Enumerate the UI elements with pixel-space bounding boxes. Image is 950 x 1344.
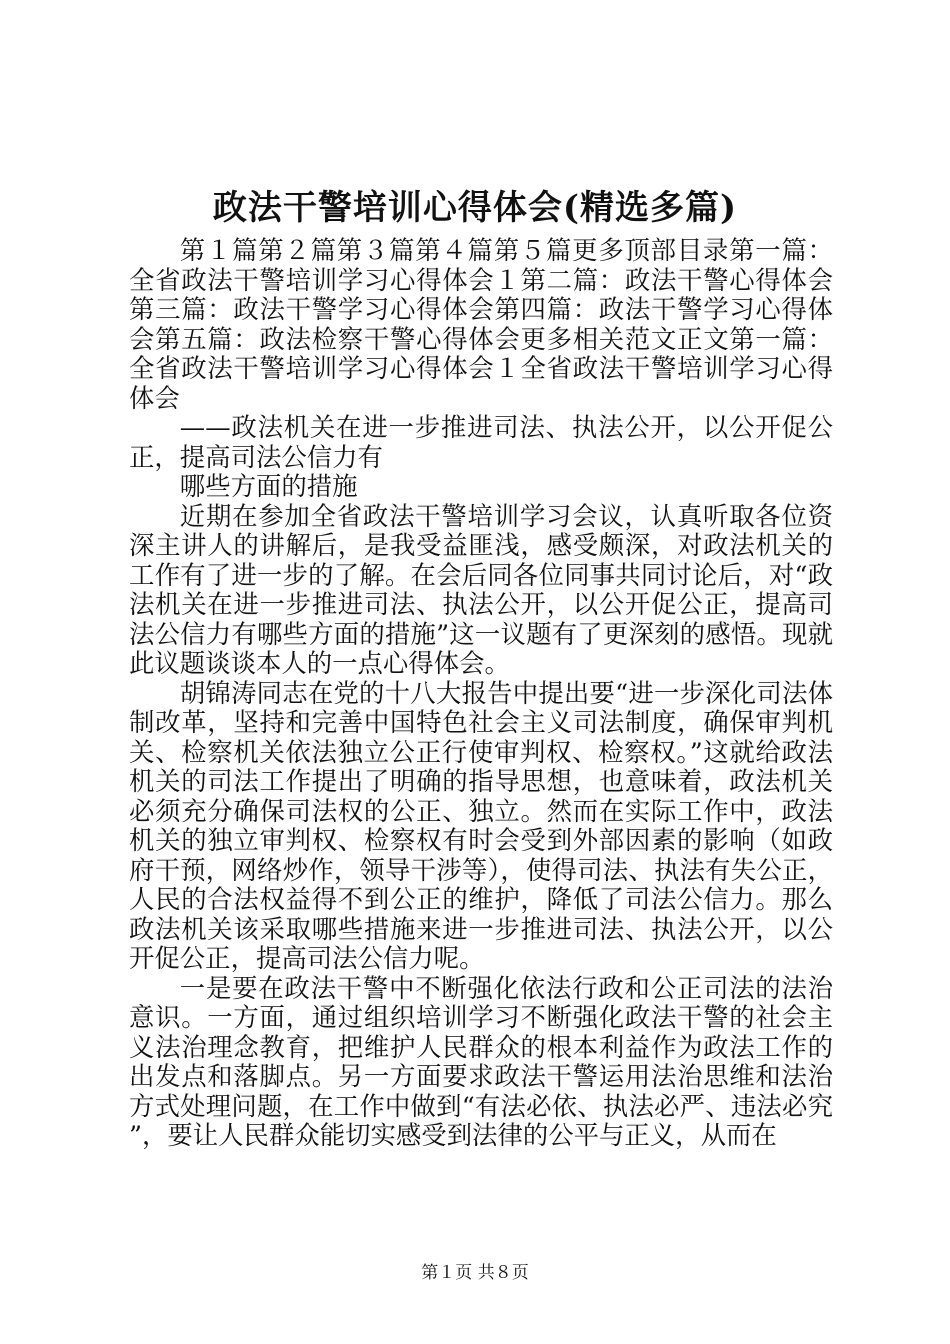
paragraph-background: 胡锦涛同志在党的十八大报告中提出要“进一步深化司法体制改革，坚持和完善中国特色社会主义司法制度，确保审判机关、检察机关依法独立公正行使审判权、检察权。”这就给政法机关的司法工作提出了明确的指导思想，也意味着，政法机关必须充分确保司法权的公正、独立。然而在实际工作中，政法机关的独立审判权、检察权有时会受到外部因素的影响（如政府干预，网络炒作，领导干涉等），使得司法、执法有失公正，人民的合法权益得不到公正的维护，降低了司法公信力。那么政法机关该采取哪些措施来进一步推进司法、执法公开，以公开促公正，提高司法公信力呢。 [129,677,833,973]
paragraph-table-of-contents: 第１篇第２篇第３篇第４篇第５篇更多顶部目录第一篇：全省政法干警培训学习心得体会１第二篇：政法干警心得体会第三篇：政法干警学习心得体会第四篇：政法干警学习心得体会第五篇：政法检察干警心得体会更多相关范文正文第一篇：全省政法干警培训学习心得体会１全省政法干警培训学习心得体会 [129,235,833,413]
paragraph-subtitle-continuation: 哪些方面的措施 [179,471,358,501]
paragraph-subtitle-line: ——政法机关在进一步推进司法、执法公开，以公开促公正，提高司法公信力有 [129,412,833,472]
paragraph-introduction: 近期在参加全省政法干警培训学习会议，认真听取各位资深主讲人的讲解后，是我受益匪浅，感受颇深，对政法机关的工作有了进一步的了解。在会后同各位同事共同讨论后，对“政法机关在进一步推进司法、执法公开，以公开促公正，提高司法公信力有哪些方面的措施”这一议题有了更深刻的感悟。现就此议题谈谈本人的一点心得体会。 [129,500,833,678]
page-number-footer: 第１页 共８页 [421,1263,529,1283]
document-body [129,236,833,1151]
document-title: 政法干警培训心得体会(精选多篇) [212,188,738,228]
paragraph-point-one: 一是要在政法干警中不断强化依法行政和公正司法的法治意识。一方面，通过组织培训学习不断强化政法干警的社会主义法治理念教育，把维护人民群众的根本利益作为政法工作的出发点和落脚点。另一方面要求政法干警运用法治思维和法治方式处理问题，在工作中做到“有法必依、执法必严、违法必究”，要让人民群众能切实感受到法律的公平与正义，从而在 [129,972,833,1150]
